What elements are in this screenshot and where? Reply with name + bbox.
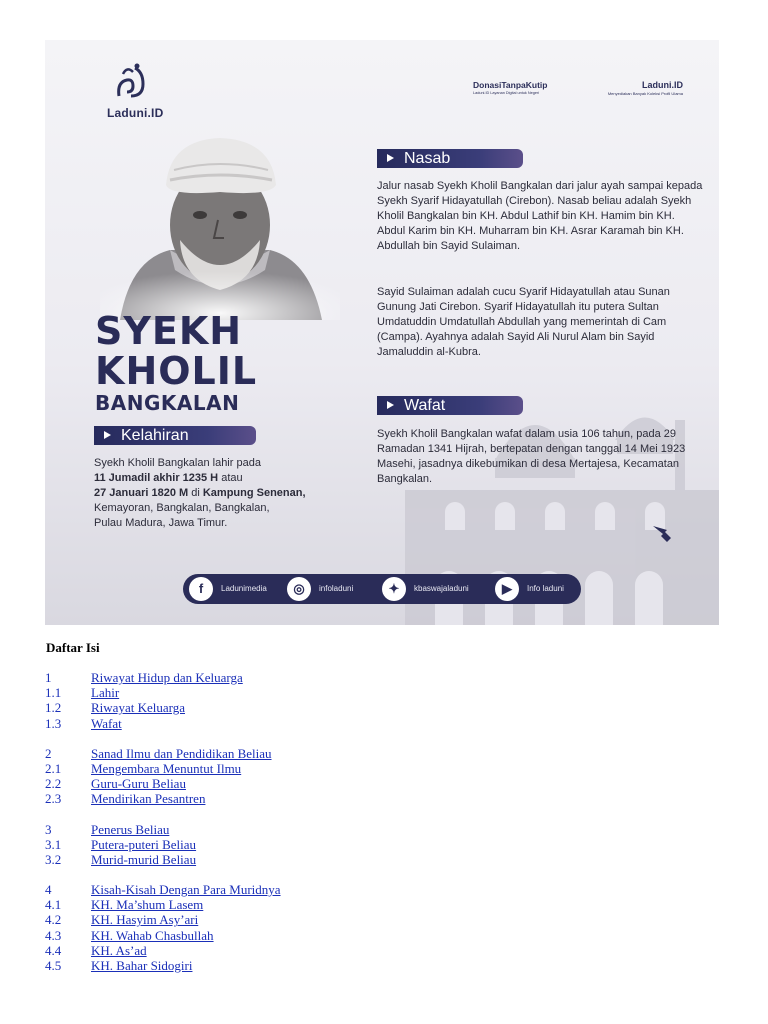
section-pill-nasab — [377, 149, 523, 168]
name-line-3: BANGKALAN — [95, 391, 240, 415]
profile-banner-image — [45, 40, 719, 625]
social-youtube — [495, 577, 575, 601]
logo-text: Laduni.ID — [107, 106, 164, 120]
toc-label: Riwayat Hidup dan Keluarga — [91, 670, 243, 685]
toc-label: KH. Wahab Chasbullah — [91, 927, 214, 943]
instagram-icon: ◎ — [287, 577, 311, 601]
toc-label: Sanad Ilmu dan Pendidikan Beliau — [91, 745, 272, 761]
nasab-paragraph-1: Jalur nasab Syekh Kholil Bangkalan dari jalur ayah sampai kepada Syekh Syarif Hidayatullah (Cirebon). Nasab beliau adalah Syekh Kholil Bangkalan bin KH. Abdul Lathif bin KH. Hamim bin KH. Abdul Karim bin KH. Muharram bin KH. Asrar Karamah bin KH. Abdullah bin Sayid Sulaiman. — [377, 180, 703, 252]
kelahiran-line-2 — [94, 471, 374, 486]
laduni-logo — [107, 62, 187, 122]
pointing-hand-icon — [649, 520, 675, 546]
toc-link-2-2[interactable] — [45, 776, 545, 791]
play-triangle-icon — [387, 154, 394, 162]
toc-label: Murid-murid Beliau — [91, 851, 197, 867]
toc-label: Riwayat Keluarga — [91, 700, 185, 716]
toc-link-4-3[interactable] — [45, 928, 545, 943]
toc-link-1-2[interactable] — [45, 700, 545, 715]
kelahiran-line-5: Pulau Madura, Jawa Timur. — [94, 517, 228, 529]
toc-number: 1.2 — [45, 700, 62, 716]
wafat-paragraph: Syekh Kholil Bangkalan wafat dalam usia 106 tahun, pada 29 Ramadan 1341 Hijrah, bertepatan dengan tanggal 14 Mei 1923 Masehi, jasadnya dikebumikan di desa Mertajesa, Kecamatan Bangkalan. — [377, 428, 686, 485]
toc-number: 1.3 — [45, 715, 62, 731]
toc-number: 3 — [45, 821, 52, 837]
kelahiran-gregorian-date: 27 Januari 1820 M — [94, 487, 189, 499]
kelahiran-text-2: atau — [218, 472, 243, 484]
social-facebook-label: Ladunimedia — [221, 584, 267, 593]
donasi-tanpa-kutip-logo — [473, 80, 593, 95]
facebook-icon: f — [189, 577, 213, 601]
table-of-contents — [45, 670, 545, 988]
toc-number: 4.2 — [45, 912, 62, 928]
donasi-title: DonasiTanpaKutip — [473, 80, 548, 90]
toc-label: Kisah-Kisah Dengan Para Muridnya — [91, 882, 281, 898]
play-triangle-icon — [104, 431, 111, 439]
toc-link-1-3[interactable] — [45, 716, 545, 731]
toc-label: Wafat — [91, 715, 122, 731]
social-instagram-label: infoladuni — [319, 584, 354, 593]
toc-link-1-1[interactable] — [45, 685, 545, 700]
kelahiran-paragraph — [94, 456, 374, 531]
toc-group-2 — [45, 746, 545, 807]
toc-label: Mendirikan Pesantren — [91, 791, 206, 807]
laduni-brand-title: Laduni.ID — [642, 80, 683, 90]
section-label-wafat: Wafat — [404, 397, 446, 414]
social-youtube-label: Info laduni — [527, 584, 564, 593]
toc-link-3-1[interactable] — [45, 837, 545, 852]
toc-link-2-1[interactable] — [45, 761, 545, 776]
kelahiran-hijri-date: 11 Jumadil akhir 1235 H — [94, 472, 219, 484]
kelahiran-line-4: Kemayoran, Bangkalan, Bangkalan, — [94, 502, 270, 514]
toc-number: 2 — [45, 745, 52, 761]
kelahiran-village: Kampung Senenan, — [202, 487, 306, 499]
nasab-paragraph-2: Sayid Sulaiman adalah cucu Syarif Hidayatullah atau Sunan Gunung Jati Cirebon. Syarif Hidayatullah itu putera Sultan Umdatuddin Umdatullah Abdullah yang memerintah di Cam (Campa). Ayahnya adalah Sayid Ali Nurul Alam bin Sayid Jamaluddin al-Kubra. — [377, 286, 670, 358]
toc-link-1[interactable] — [45, 670, 545, 685]
section-label-kelahiran: Kelahiran — [121, 427, 189, 444]
toc-link-3-2[interactable] — [45, 852, 545, 867]
social-twitter — [382, 577, 482, 601]
toc-link-2[interactable] — [45, 746, 545, 761]
toc-label: KH. Hasyim Asy’ari — [91, 912, 199, 928]
toc-link-4-1[interactable] — [45, 897, 545, 912]
toc-group-4 — [45, 882, 545, 973]
toc-number: 4.1 — [45, 897, 62, 913]
toc-label: KH. As’ad — [91, 942, 147, 958]
toc-number: 4.4 — [45, 942, 62, 958]
laduni-brand-subtitle: Menyediakan Banyak Koleksi Profil Ulama — [607, 91, 683, 96]
toc-number: 3.1 — [45, 836, 62, 852]
toc-number: 4.3 — [45, 927, 62, 943]
section-label-nasab: Nasab — [404, 150, 451, 167]
toc-number: 2.1 — [45, 760, 62, 776]
name-heading — [95, 309, 258, 415]
toc-number: 4.5 — [45, 958, 62, 973]
kelahiran-line-1 — [94, 456, 374, 471]
toc-label: Putera-puteri Beliau — [91, 836, 197, 852]
donasi-subtitle: Laduni.ID Layanan Digital untuk Negeri — [473, 91, 540, 95]
toc-group-3 — [45, 822, 545, 868]
toc-label: Guru-Guru Beliau — [91, 776, 186, 792]
toc-title: Daftar Isi — [46, 640, 100, 655]
toc-number: 4 — [45, 882, 52, 898]
toc-link-4-4[interactable] — [45, 943, 545, 958]
social-facebook — [189, 577, 279, 601]
toc-label: KH. Ma’shum Lasem — [91, 897, 204, 913]
toc-link-3[interactable] — [45, 822, 545, 837]
twitter-icon: ✦ — [382, 577, 406, 601]
kelahiran-line-3 — [94, 486, 374, 501]
name-line-1: SYEKH — [95, 309, 243, 353]
toc-group-1 — [45, 670, 545, 731]
toc-number: 1.1 — [45, 685, 62, 701]
toc-number: 3.2 — [45, 851, 62, 867]
toc-number: 1 — [45, 670, 52, 685]
social-media-bar — [183, 574, 581, 604]
youtube-icon: ▶ — [495, 577, 519, 601]
section-pill-wafat — [377, 396, 523, 415]
toc-link-4-2[interactable] — [45, 912, 545, 927]
toc-label: Penerus Beliau — [91, 821, 170, 837]
toc-link-4-5[interactable] — [45, 958, 545, 973]
toc-link-2-3[interactable] — [45, 791, 545, 806]
laduni-logo-icon — [113, 62, 149, 102]
social-twitter-label: kbaswajaladuni — [414, 584, 469, 593]
toc-number: 2.3 — [45, 791, 62, 807]
name-line-2: KHOLIL — [95, 349, 258, 393]
toc-number: 2.2 — [45, 776, 62, 792]
toc-label: KH. Bahar Sidogiri — [91, 958, 193, 973]
toc-link-4[interactable] — [45, 882, 545, 897]
syekh-kholil-portrait — [100, 130, 340, 320]
toc-label: Lahir — [91, 685, 120, 701]
kelahiran-text-3: di — [188, 487, 203, 499]
laduni-brand-right — [593, 80, 683, 96]
section-pill-kelahiran — [94, 426, 256, 445]
kelahiran-text-1: Syekh Kholil Bangkalan lahir pada — [94, 457, 261, 469]
toc-label: Mengembara Menuntut Ilmu — [91, 760, 242, 776]
social-instagram — [287, 577, 377, 601]
play-triangle-icon — [387, 401, 394, 409]
